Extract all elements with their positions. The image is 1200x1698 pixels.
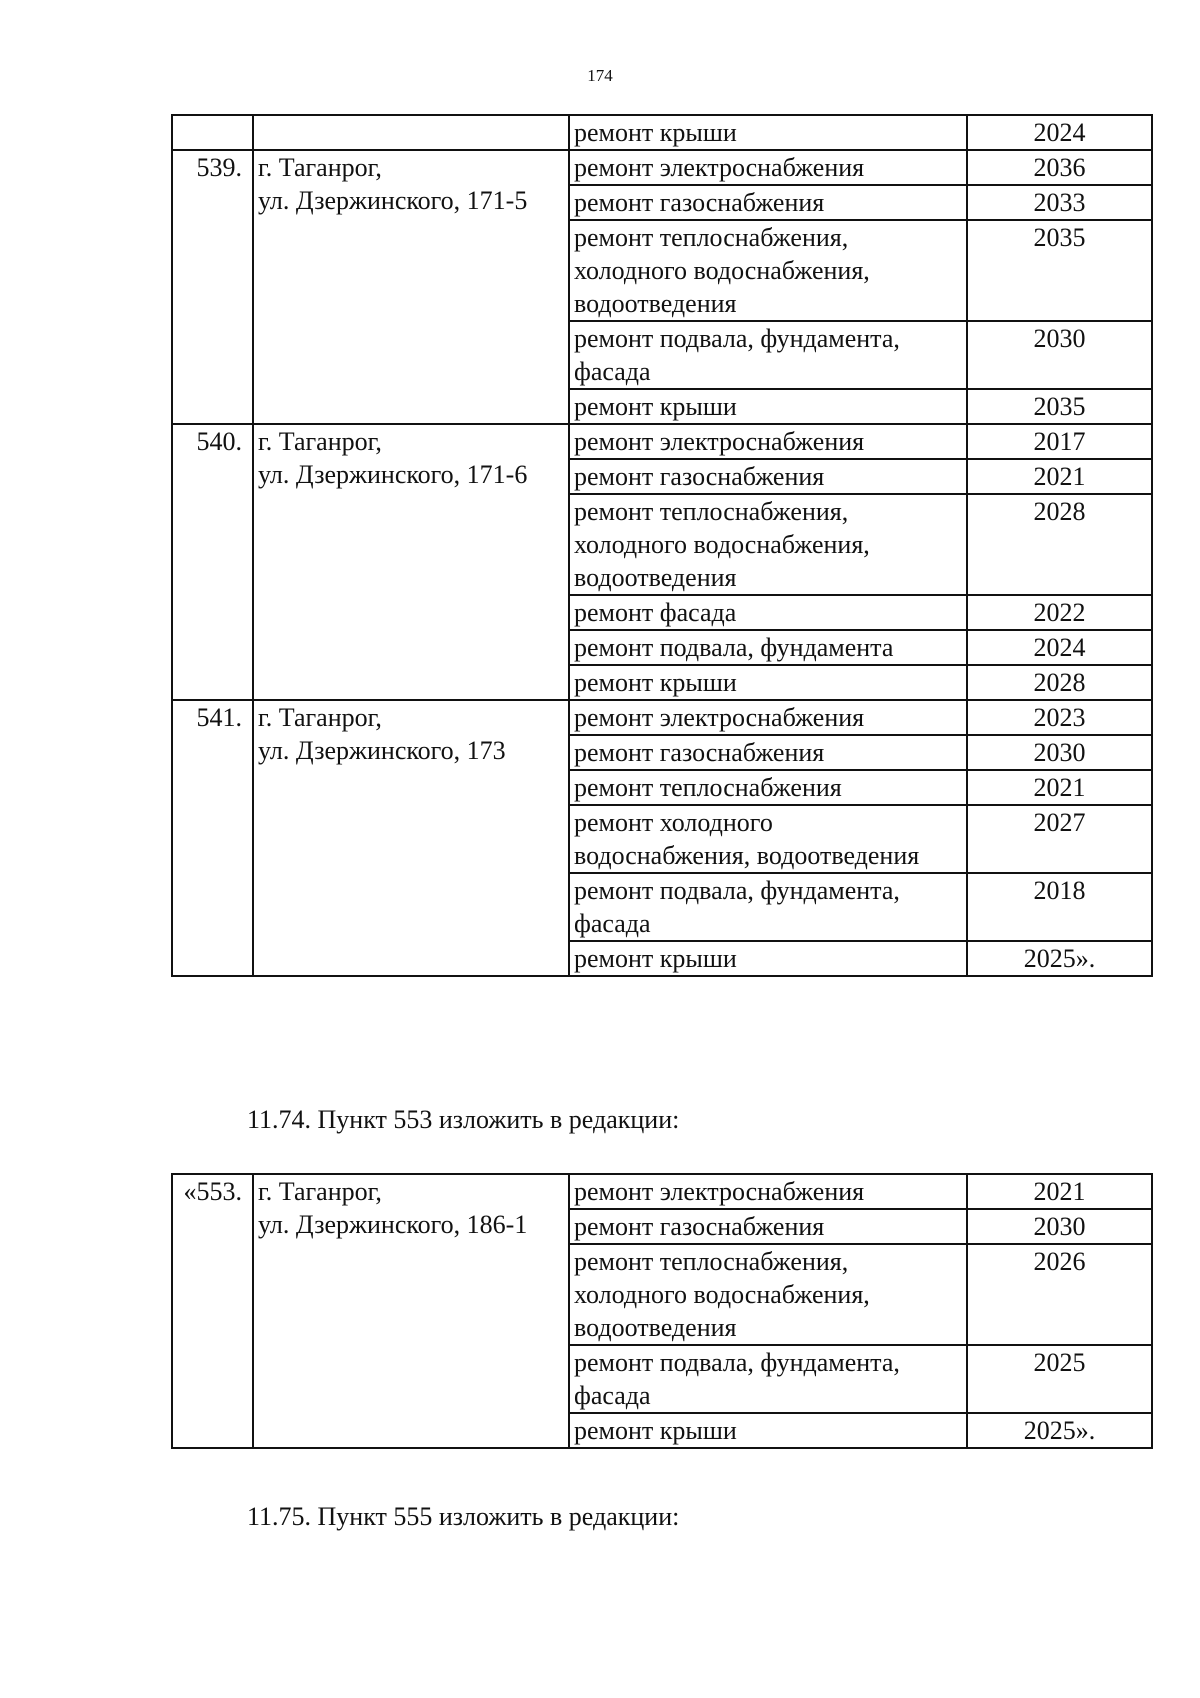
- address-city: г. Таганрог,: [258, 153, 382, 182]
- work-type: ремонт электроснабжения: [569, 1174, 967, 1209]
- work-type: ремонт теплоснабжения: [569, 770, 967, 805]
- table-body: [172, 115, 1152, 976]
- work-type: ремонт крыши: [569, 1413, 967, 1448]
- work-year: 2025: [967, 1345, 1152, 1413]
- paragraph-11-75: 11.75. Пункт 555 изложить в редакции:: [247, 1502, 680, 1531]
- item-number: 541.: [172, 700, 253, 976]
- address-street: ул. Дзержинского, 186-1: [258, 1210, 528, 1239]
- work-type: ремонт фасада: [569, 595, 967, 630]
- address-street: ул. Дзержинского, 171-6: [258, 460, 528, 489]
- address-cell: [253, 1174, 569, 1448]
- address-city: г. Таганрог,: [258, 427, 382, 456]
- work-year: 2024: [967, 630, 1152, 665]
- work-year: 2030: [967, 321, 1152, 389]
- work-year: 2033: [967, 185, 1152, 220]
- work-type: ремонт электроснабжения: [569, 150, 967, 185]
- repair-schedule-table-553: [171, 1173, 1153, 1449]
- work-year: 2028: [967, 665, 1152, 700]
- work-type: ремонт подвала, фундамента, фасада: [569, 1345, 967, 1413]
- work-type: ремонт крыши: [569, 389, 967, 424]
- work-year: 2017: [967, 424, 1152, 459]
- work-year: 2022: [967, 595, 1152, 630]
- repair-schedule-table: [171, 114, 1153, 977]
- work-year: 2025».: [967, 1413, 1152, 1448]
- work-year: 2023: [967, 700, 1152, 735]
- work-type: ремонт крыши: [569, 665, 967, 700]
- item-number: [172, 115, 253, 150]
- work-year: 2026: [967, 1244, 1152, 1345]
- address-city: г. Таганрог,: [258, 1177, 382, 1206]
- work-type: ремонт подвала, фундамента: [569, 630, 967, 665]
- paragraph-11-74: 11.74. Пункт 553 изложить в редакции:: [247, 1105, 680, 1134]
- work-type: ремонт газоснабжения: [569, 185, 967, 220]
- item-number: 540.: [172, 424, 253, 700]
- address-cell: [253, 115, 569, 150]
- address-cell: [253, 700, 569, 976]
- table-row: [172, 700, 1152, 735]
- table-row: [172, 150, 1152, 185]
- work-type: ремонт подвала, фундамента, фасада: [569, 873, 967, 941]
- address-cell: [253, 424, 569, 700]
- item-number: «553.: [172, 1174, 253, 1448]
- table-row: [172, 1174, 1152, 1209]
- table-row: [172, 115, 1152, 150]
- table-body: [172, 1174, 1152, 1448]
- table-row: [172, 424, 1152, 459]
- work-type: ремонт теплоснабжения, холодного водоснабжения, водоотведения: [569, 220, 967, 321]
- address-street: ул. Дзержинского, 173: [258, 736, 506, 765]
- work-type: ремонт газоснабжения: [569, 459, 967, 494]
- work-type: ремонт крыши: [569, 941, 967, 976]
- work-type: ремонт теплоснабжения, холодного водоснабжения, водоотведения: [569, 494, 967, 595]
- work-type: ремонт электроснабжения: [569, 700, 967, 735]
- work-type: ремонт подвала, фундамента, фасада: [569, 321, 967, 389]
- work-year: 2036: [967, 150, 1152, 185]
- item-number: 539.: [172, 150, 253, 424]
- work-year: 2021: [967, 770, 1152, 805]
- page-number: 174: [587, 66, 613, 85]
- work-year: 2021: [967, 1174, 1152, 1209]
- work-year: 2025».: [967, 941, 1152, 976]
- work-year: 2021: [967, 459, 1152, 494]
- work-type: ремонт холодного водоснабжения, водоотведения: [569, 805, 967, 873]
- work-year: 2030: [967, 735, 1152, 770]
- address-cell: [253, 150, 569, 424]
- work-year: 2027: [967, 805, 1152, 873]
- address-street: ул. Дзержинского, 171-5: [258, 186, 528, 215]
- work-year: 2030: [967, 1209, 1152, 1244]
- work-year: 2035: [967, 220, 1152, 321]
- work-type: ремонт газоснабжения: [569, 1209, 967, 1244]
- work-type: ремонт крыши: [569, 115, 967, 150]
- work-year: 2018: [967, 873, 1152, 941]
- work-year: 2028: [967, 494, 1152, 595]
- work-type: ремонт электроснабжения: [569, 424, 967, 459]
- work-type: ремонт газоснабжения: [569, 735, 967, 770]
- work-year: 2024: [967, 115, 1152, 150]
- address-city: г. Таганрог,: [258, 703, 382, 732]
- work-type: ремонт теплоснабжения, холодного водоснабжения, водоотведения: [569, 1244, 967, 1345]
- work-year: 2035: [967, 389, 1152, 424]
